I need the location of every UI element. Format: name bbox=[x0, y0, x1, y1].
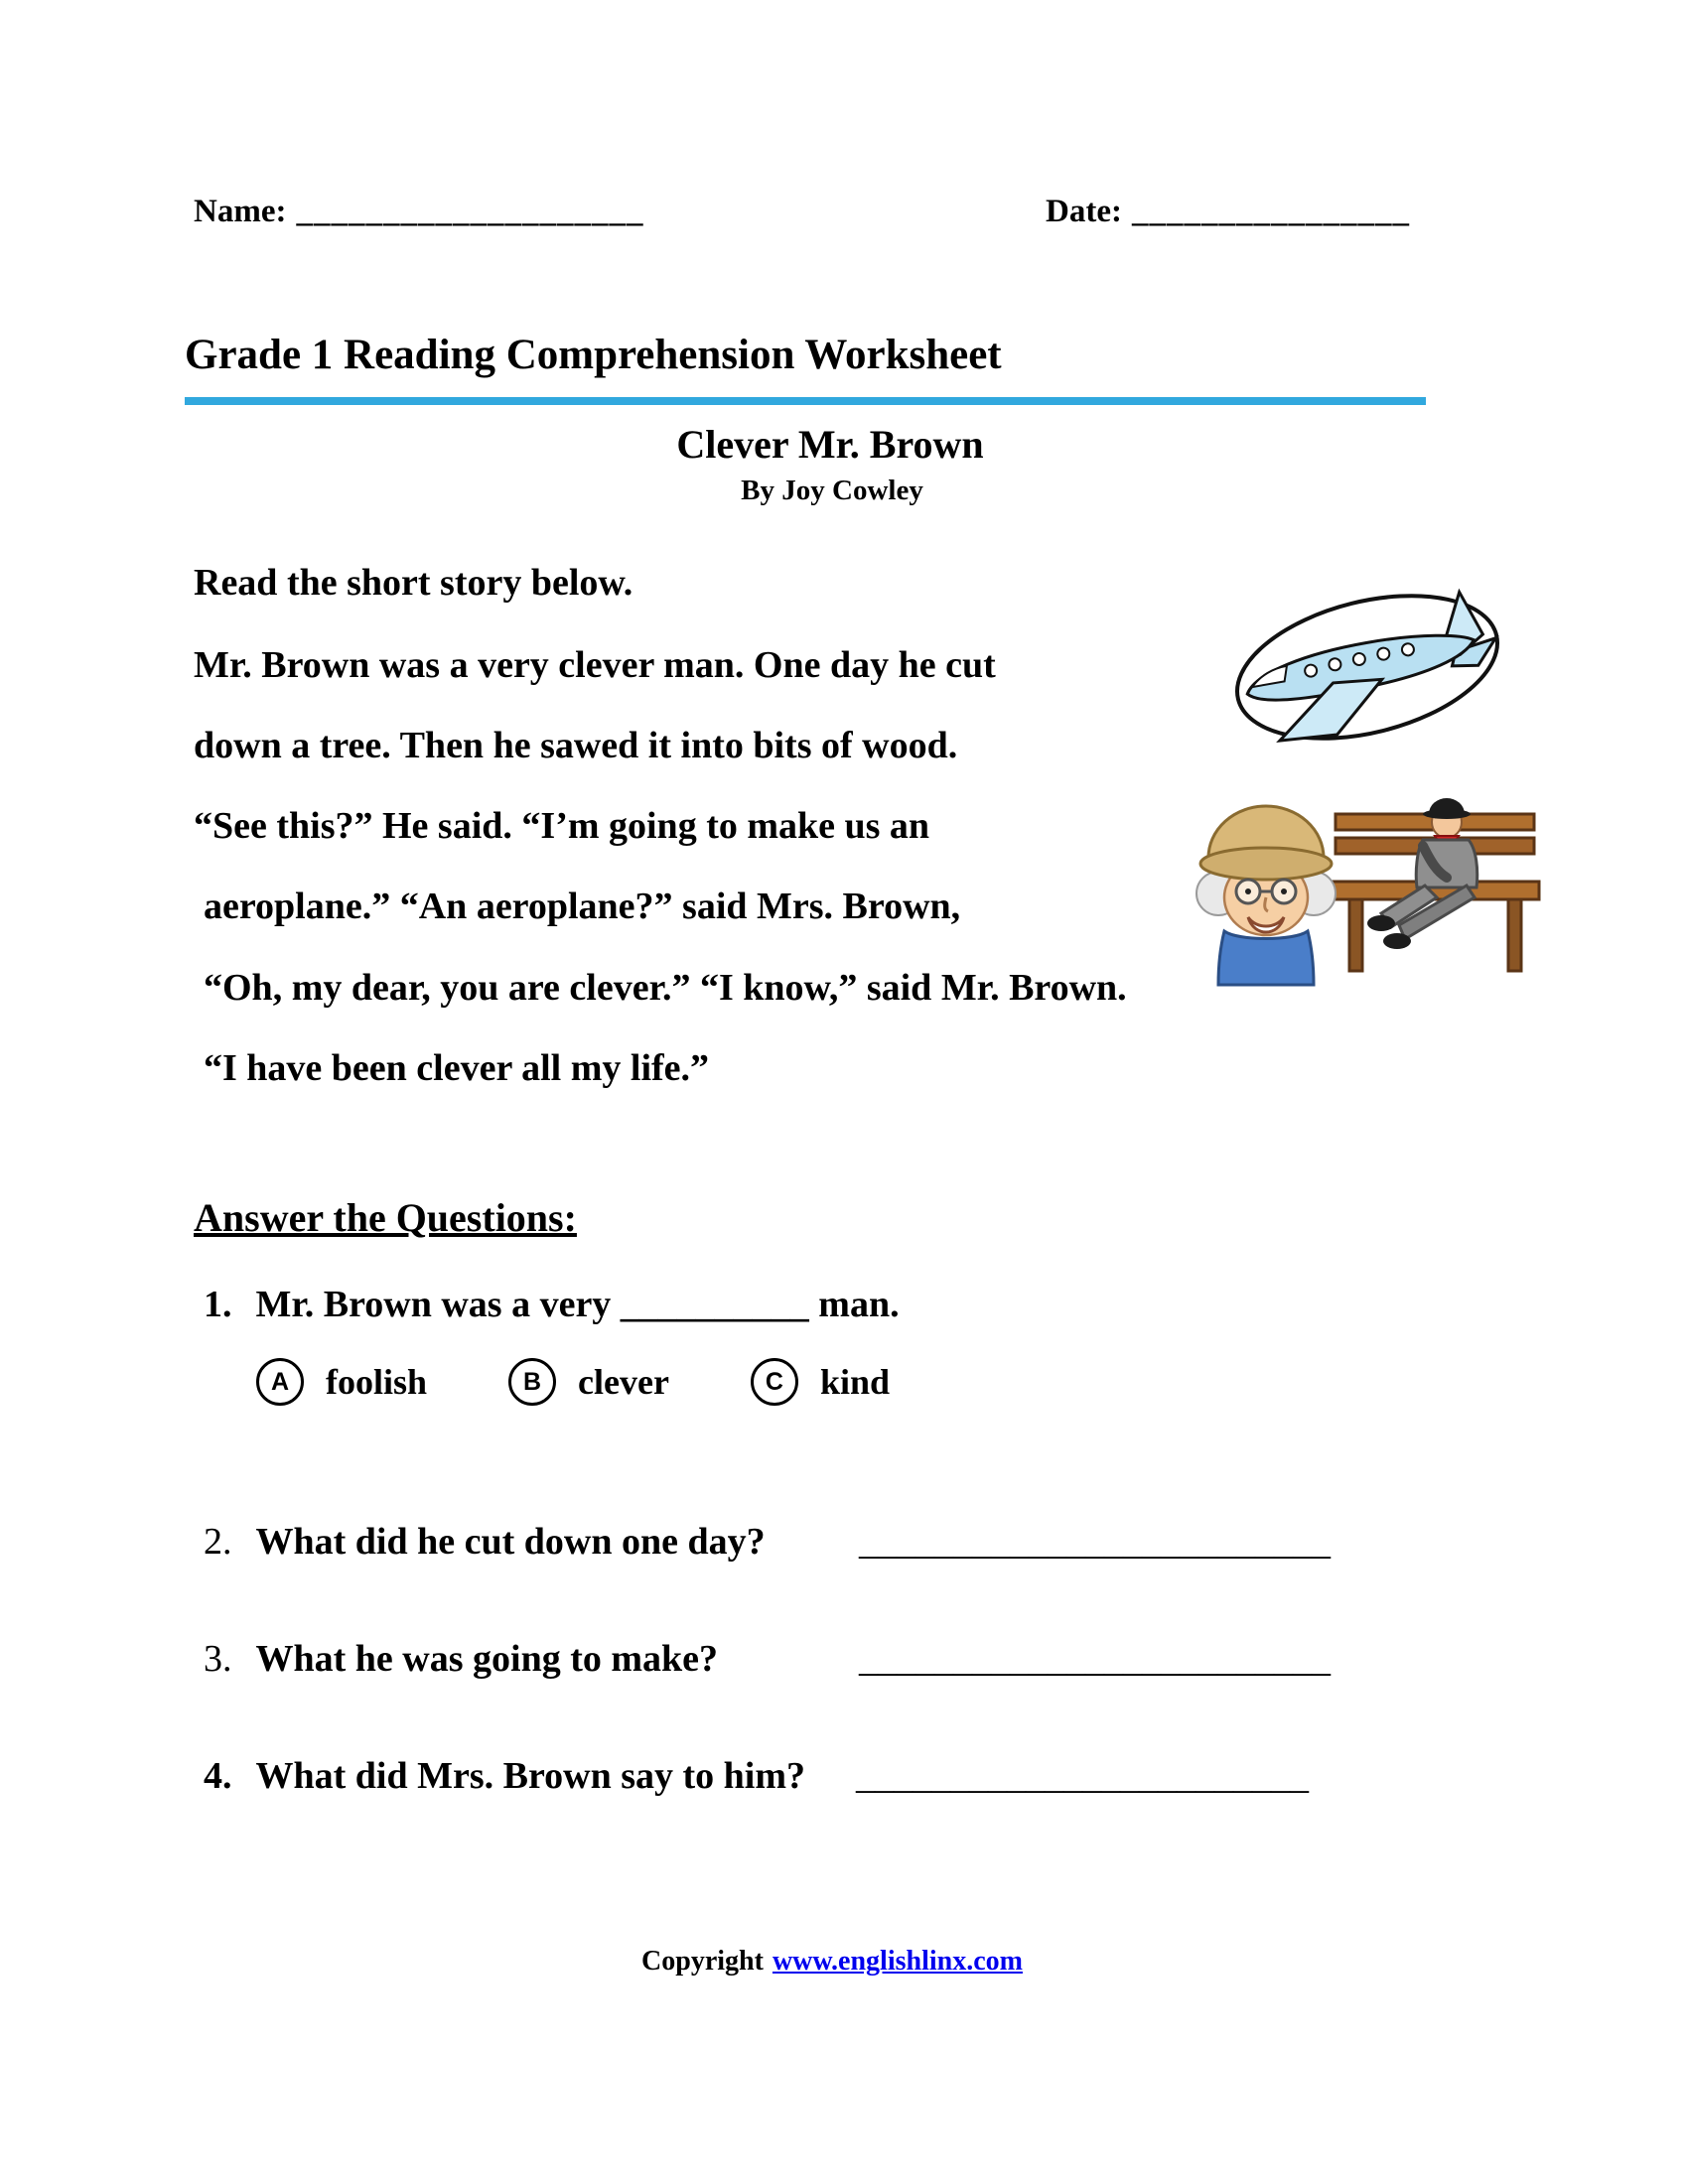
date-label: Date: bbox=[1046, 194, 1122, 229]
story-line: “See this?” He said. “I’m going to make us an bbox=[194, 805, 930, 847]
question-1 bbox=[204, 1283, 900, 1326]
elderly-couple-bench-illustration bbox=[1187, 786, 1549, 1000]
option-b-circle[interactable]: B bbox=[508, 1358, 556, 1406]
question-2-text: What did he cut down one day? bbox=[255, 1521, 766, 1563]
name-label: Name: bbox=[194, 194, 287, 229]
option-c[interactable] bbox=[751, 1358, 890, 1406]
story-line: down a tree. Then he sawed it into bits of wood. bbox=[194, 725, 958, 766]
question-2 bbox=[204, 1520, 766, 1564]
story-title: Clever Mr. Brown bbox=[676, 422, 984, 467]
question-3-text: What he was going to make? bbox=[255, 1638, 719, 1680]
instruction-text: Read the short story below. bbox=[194, 562, 633, 604]
worksheet-heading: Grade 1 Reading Comprehension Worksheet bbox=[185, 332, 1002, 378]
question-1-options bbox=[256, 1358, 890, 1406]
question-1-number: 1. bbox=[204, 1284, 232, 1325]
copyright-link[interactable]: www.englishlinx.com bbox=[772, 1946, 1023, 1977]
story-line: Mr. Brown was a very clever man. One day he cut bbox=[194, 644, 996, 686]
questions-heading: Answer the Questions: bbox=[194, 1195, 577, 1240]
option-c-label: kind bbox=[819, 1362, 891, 1402]
heading-rule bbox=[185, 397, 1426, 405]
story-line: aeroplane.” “An aeroplane?” said Mrs. Brown, bbox=[204, 886, 961, 927]
name-blank[interactable]: ____________________ bbox=[296, 194, 644, 229]
story-author: By Joy Cowley bbox=[741, 475, 923, 506]
option-b[interactable] bbox=[508, 1358, 669, 1406]
copyright-label: Copyright bbox=[641, 1946, 764, 1977]
option-c-circle[interactable]: C bbox=[751, 1358, 798, 1406]
date-blank[interactable]: ________________ bbox=[1132, 194, 1410, 229]
question-1-text: Mr. Brown was a very __________ man. bbox=[255, 1284, 900, 1325]
question-4-number: 4. bbox=[204, 1755, 232, 1797]
option-a[interactable] bbox=[256, 1358, 427, 1406]
name-date-row bbox=[194, 194, 1410, 230]
name-field bbox=[194, 194, 643, 230]
option-a-label: foolish bbox=[326, 1362, 428, 1402]
story-line: “Oh, my dear, you are clever.” “I know,” said Mr. Brown. bbox=[204, 967, 1127, 1009]
option-a-circle[interactable]: A bbox=[256, 1358, 304, 1406]
question-4 bbox=[204, 1754, 805, 1798]
question-3-answer-blank[interactable]: _________________________ bbox=[859, 1638, 1331, 1680]
story-line: “I have been clever all my life.” bbox=[204, 1047, 710, 1089]
airplane-illustration bbox=[1226, 556, 1509, 779]
question-3 bbox=[204, 1637, 718, 1681]
date-field bbox=[1046, 194, 1410, 230]
question-4-answer-blank[interactable]: ________________________ bbox=[856, 1755, 1309, 1797]
question-2-number: 2. bbox=[204, 1521, 232, 1563]
copyright bbox=[0, 1946, 1664, 1978]
question-3-number: 3. bbox=[204, 1638, 232, 1680]
question-2-answer-blank[interactable]: _________________________ bbox=[859, 1521, 1331, 1563]
option-b-label: clever bbox=[578, 1362, 669, 1402]
question-4-text: What did Mrs. Brown say to him? bbox=[255, 1755, 806, 1797]
